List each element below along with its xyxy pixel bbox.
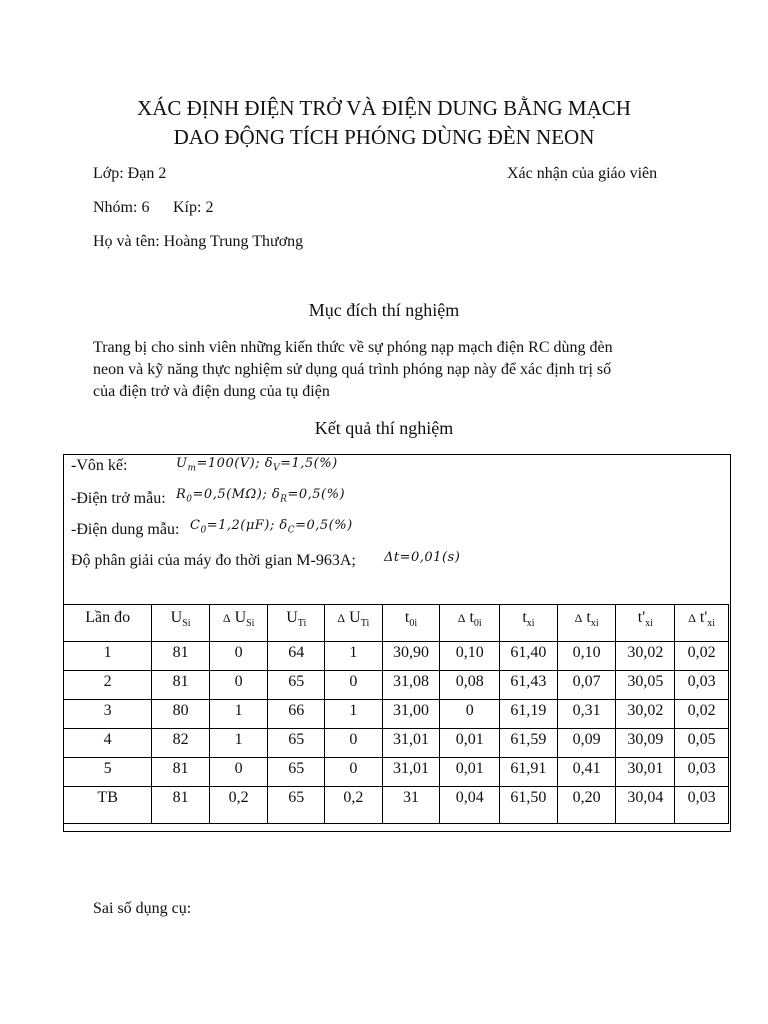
teacher-confirmation: Xác nhận của giáo viên [507, 165, 658, 182]
cell-u-si: 81 [152, 671, 210, 700]
cell-delta-u-ti: 0,2 [325, 787, 383, 824]
cell-delta-t-xi: 0,09 [557, 729, 616, 758]
cell-u-ti: 66 [268, 700, 325, 729]
cell-u-si: 82 [152, 729, 210, 758]
cell-delta-t-prime-xi: 0,03 [675, 787, 729, 824]
cell-u-ti: 65 [268, 758, 325, 787]
results-table [63, 604, 729, 824]
cell-t-0i: 31 [382, 787, 440, 824]
table-body [64, 642, 729, 824]
cell-delta-u-ti: 0 [325, 758, 383, 787]
header-t-0i: $t_{0i}$ [382, 605, 440, 642]
timer-resolution-formula: Δt=0,01(s) [384, 550, 461, 565]
cell-delta-u-ti: 0 [325, 671, 383, 700]
student-name: Họ và tên: Hoàng Trung Thương [93, 233, 304, 250]
header-delta-u-si: Δ $U_{Si}$ [209, 605, 268, 642]
cell-delta-u-si: 0 [209, 671, 268, 700]
purpose-paragraph [93, 337, 683, 403]
cell-delta-t-prime-xi: 0,05 [675, 729, 729, 758]
table-row [64, 700, 729, 729]
header-t-prime-xi: $t'_{xi}$ [616, 605, 675, 642]
capacitor-formula: $C_0=1,2(\mu F)$; $\delta_C=0,5(\%)$ [190, 518, 353, 536]
purpose-line-2: neon và kỹ năng thực nghiệm sử dụng quá trình phóng nạp này để xác định trị số [93, 361, 612, 378]
header-delta-t-0i: Δ $t_{0i}$ [440, 605, 500, 642]
results-box [63, 454, 731, 832]
cell-u-si: 81 [152, 787, 210, 824]
document-title-line-2: DAO ĐỘNG TÍCH PHÓNG DÙNG ĐÈN NEON [173, 125, 595, 149]
cell-delta-u-ti: 0 [325, 729, 383, 758]
cell-t-prime-xi: 30,01 [616, 758, 675, 787]
cell-u-ti: 64 [268, 642, 325, 671]
cell-t-0i: 30,90 [382, 642, 440, 671]
cell-t-xi: 61,40 [500, 642, 558, 671]
header-u-ti: $U_{Ti}$ [268, 605, 325, 642]
cell-t-0i: 31,01 [382, 729, 440, 758]
cell-delta-u-si: 0 [209, 642, 268, 671]
cell-delta-u-si: 0,2 [209, 787, 268, 824]
cell-delta-u-si: 1 [209, 700, 268, 729]
cell-t-prime-xi: 30,04 [616, 787, 675, 824]
purpose-heading: Mục đích thí nghiệm [308, 300, 460, 320]
cell-delta-t-xi: 0,07 [557, 671, 616, 700]
resistor-label: -Điện trở mẫu: [71, 490, 166, 507]
cell-u-si: 81 [152, 758, 210, 787]
header-t-xi: $t_{xi}$ [500, 605, 558, 642]
cell-delta-t-xi: 0,10 [557, 642, 616, 671]
timer-resolution-label: Độ phân giải của máy đo thời gian M-963A; [71, 552, 356, 569]
cell-t-xi: 61,50 [500, 787, 558, 824]
cell-u-si: 80 [152, 700, 210, 729]
capacitor-label: -Điện dung mẫu: [71, 521, 180, 538]
cell-delta-u-si: 1 [209, 729, 268, 758]
cell-delta-u-ti: 1 [325, 642, 383, 671]
cell-delta-t-prime-xi: 0,02 [675, 700, 729, 729]
cell-delta-t-0i: 0,04 [440, 787, 500, 824]
purpose-line-3: của điện trở và điện dung của tụ điện [93, 383, 330, 400]
cell-t-xi: 61,59 [500, 729, 558, 758]
cell-measurement: 2 [64, 671, 152, 700]
cell-measurement: 1 [64, 642, 152, 671]
cell-delta-t-0i: 0,01 [440, 758, 500, 787]
cell-delta-t-0i: 0,01 [440, 729, 500, 758]
cell-delta-t-prime-xi: 0,03 [675, 758, 729, 787]
cell-t-prime-xi: 30,02 [616, 700, 675, 729]
cell-t-xi: 61,43 [500, 671, 558, 700]
results-heading: Kết quả thí nghiệm [314, 418, 454, 438]
cell-t-0i: 31,00 [382, 700, 440, 729]
table-header-row [64, 605, 729, 642]
cell-delta-t-xi: 0,31 [557, 700, 616, 729]
cell-u-ti: 65 [268, 729, 325, 758]
cell-measurement: 4 [64, 729, 152, 758]
cell-t-0i: 31,08 [382, 671, 440, 700]
cell-u-ti: 65 [268, 787, 325, 824]
table-row [64, 787, 729, 824]
group-info: Nhóm: 6 [93, 199, 150, 216]
cell-delta-t-xi: 0,41 [557, 758, 616, 787]
cell-t-prime-xi: 30,05 [616, 671, 675, 700]
cell-u-ti: 65 [268, 671, 325, 700]
cell-delta-t-xi: 0,20 [557, 787, 616, 824]
header-delta-u-ti: Δ $U_{Ti}$ [325, 605, 383, 642]
cell-t-xi: 61,91 [500, 758, 558, 787]
voltmeter-formula: $U_m=100(V)$; $\delta_V=1,5(\%)$ [176, 456, 338, 474]
cell-t-xi: 61,19 [500, 700, 558, 729]
table-row [64, 758, 729, 787]
document-title-line-1: XÁC ĐỊNH ĐIỆN TRỞ VÀ ĐIỆN DUNG BẰNG MẠCH [137, 96, 631, 120]
header-measurement: Lần đo [64, 605, 152, 642]
shift-info: Kíp: 2 [173, 199, 214, 216]
table-row [64, 671, 729, 700]
cell-t-0i: 31,01 [382, 758, 440, 787]
header-delta-t-xi: Δ $t_{xi}$ [557, 605, 616, 642]
cell-delta-t-0i: 0,10 [440, 642, 500, 671]
cell-measurement: 3 [64, 700, 152, 729]
cell-delta-t-prime-xi: 0,03 [675, 671, 729, 700]
cell-delta-t-prime-xi: 0,02 [675, 642, 729, 671]
cell-measurement: TB [64, 787, 152, 824]
purpose-line-1: Trang bị cho sinh viên những kiến thức về sự phóng nạp mạch điện RC dùng đèn [93, 339, 613, 356]
cell-delta-u-ti: 1 [325, 700, 383, 729]
voltmeter-label: -Vôn kế: [71, 457, 128, 474]
table-row [64, 642, 729, 671]
cell-t-prime-xi: 30,02 [616, 642, 675, 671]
header-u-si: $U_{Si}$ [152, 605, 210, 642]
class-info: Lớp: Đạn 2 [93, 165, 167, 182]
cell-delta-t-0i: 0,08 [440, 671, 500, 700]
header-delta-t-prime-xi: Δ $t'_{xi}$ [675, 605, 729, 642]
cell-delta-t-0i: 0 [440, 700, 500, 729]
cell-measurement: 5 [64, 758, 152, 787]
cell-delta-u-si: 0 [209, 758, 268, 787]
cell-u-si: 81 [152, 642, 210, 671]
cell-t-prime-xi: 30,09 [616, 729, 675, 758]
instrument-error-label: Sai số dụng cụ: [93, 900, 192, 917]
table-row [64, 729, 729, 758]
resistor-formula: $R_0=0,5(M\Omega)$; $\delta_R=0,5(\%)$ [176, 487, 346, 505]
